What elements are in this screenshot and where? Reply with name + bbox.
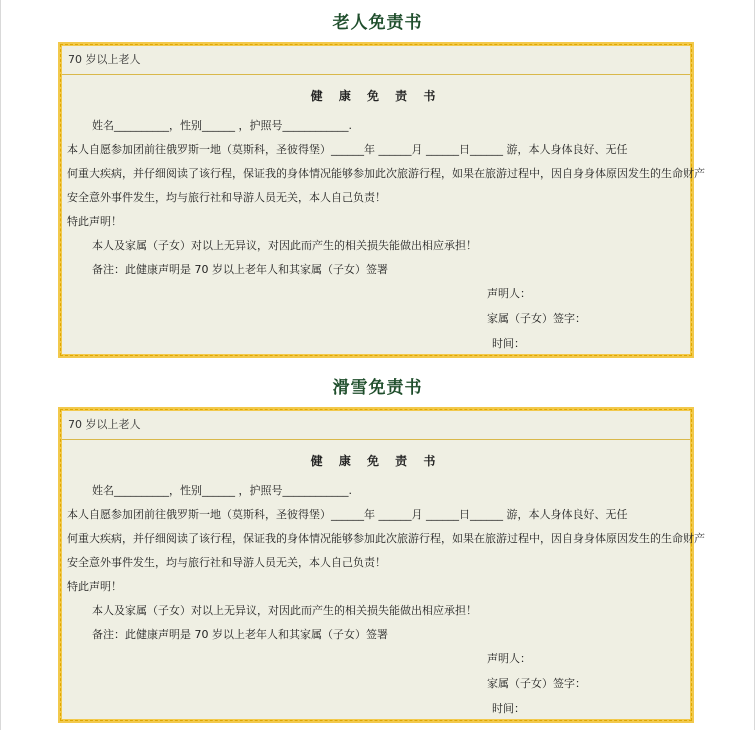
card-body: [62, 75, 705, 355]
disclaimer-card-elderly: [58, 42, 705, 358]
disclaimer-card-ski: [58, 407, 705, 723]
statement-line: 本人自愿参加团前往俄罗斯一地（莫斯科，圣彼得堡）______年 ______月 ______日______ 游，本人身体良好、无任: [67, 143, 628, 156]
remark-line: 备注：此健康声明是 70 岁以上老年人和其家属（子女）签署: [92, 263, 388, 276]
declaration-line: 特此声明！: [67, 580, 122, 593]
family-signature-label: 家属（子女）签字：: [487, 677, 586, 690]
section-title-elderly: 老人免责书: [332, 13, 423, 33]
date-label: 时间：: [492, 337, 525, 350]
document-title: 健 康 免 责 书: [310, 89, 442, 103]
family-consent-line: 本人及家属（子女）对以上无异议，对因此而产生的相关损失能做出相应承担！: [92, 604, 477, 617]
statement-line: 何重大疾病，并仔细阅读了该行程，保证我的身体情况能够参加此次旅游行程，如果在旅游过程中，因自身身体原因发生的生命财产: [67, 532, 705, 545]
remark-line: 备注：此健康声明是 70 岁以上老年人和其家属（子女）签署: [92, 628, 388, 641]
personal-info-line: 姓名__________，性别______ ，护照号____________.: [92, 484, 352, 497]
statement-line: 安全意外事件发生，均与旅行社和导游人员无关，本人自己负责！: [67, 556, 386, 569]
card-header: 70 岁以上老人: [62, 46, 690, 75]
card-header: 70 岁以上老人: [62, 411, 690, 440]
declarant-signature-label: 声明人：: [487, 652, 531, 665]
personal-info-line: 姓名__________，性别______ ，护照号____________.: [92, 119, 352, 132]
family-signature-label: 家属（子女）签字：: [487, 312, 586, 325]
statement-line: 安全意外事件发生，均与旅行社和导游人员无关，本人自己负责！: [67, 191, 386, 204]
card-body: [62, 440, 705, 720]
family-consent-line: 本人及家属（子女）对以上无异议，对因此而产生的相关损失能做出相应承担！: [92, 239, 477, 252]
statement-line: 何重大疾病，并仔细阅读了该行程，保证我的身体情况能够参加此次旅游行程，如果在旅游过程中，因自身身体原因发生的生命财产: [67, 167, 705, 180]
declaration-line: 特此声明！: [67, 215, 122, 228]
section-title-ski: 滑雪免责书: [332, 378, 423, 398]
document-title: 健 康 免 责 书: [310, 454, 442, 468]
statement-line: 本人自愿参加团前往俄罗斯一地（莫斯科，圣彼得堡）______年 ______月 ______日______ 游，本人身体良好、无任: [67, 508, 628, 521]
date-label: 时间：: [492, 702, 525, 715]
declarant-signature-label: 声明人：: [487, 287, 531, 300]
